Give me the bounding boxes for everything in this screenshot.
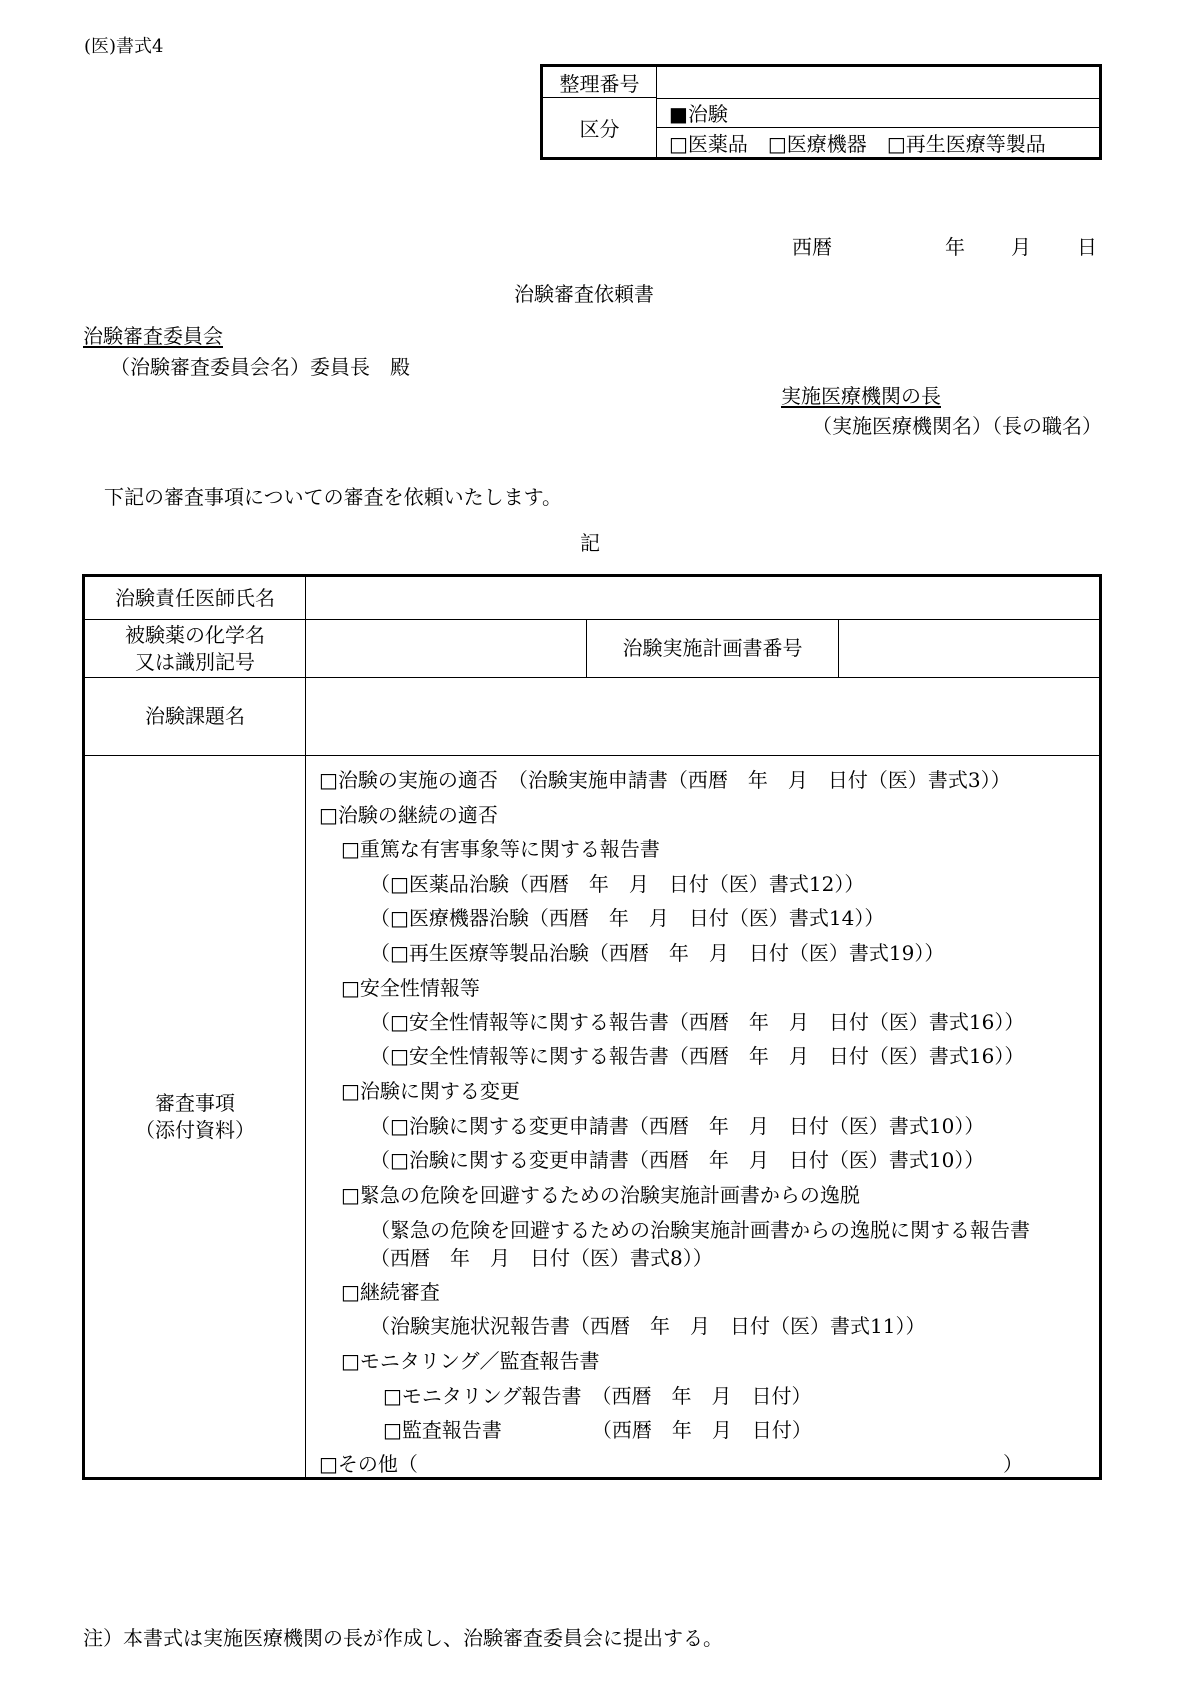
drug-name-label — [85, 620, 305, 677]
item-continuing-review[interactable]: □継続審査 — [341, 1280, 440, 1304]
date-era: 西暦 — [792, 235, 832, 259]
item-deviation-report-line2: （西暦 年 月 日付（医）書式8）） — [370, 1246, 713, 1270]
option-drug[interactable]: □医薬品 — [669, 132, 748, 156]
item-audit-report[interactable]: □監査報告書 （西暦 年 月 日付） — [383, 1418, 812, 1442]
item-sae-regenerative[interactable]: （□再生医療等製品治験（西暦 年 月 日付（医）書式19）） — [370, 941, 945, 965]
item-monitoring-report[interactable]: □モニタリング報告書 （西暦 年 月 日付） — [383, 1384, 812, 1408]
drug-name-label-line1: 被験薬の化学名 — [125, 622, 265, 647]
management-box — [540, 64, 1102, 160]
investigator-field[interactable] — [306, 577, 1099, 619]
item-monitoring-audit[interactable]: □モニタリング／監査報告書 — [341, 1349, 600, 1373]
item-trial-change[interactable]: □治験に関する変更 — [341, 1079, 520, 1103]
item-change-request-1[interactable]: （□治験に関する変更申請書（西暦 年 月 日付（医）書式10）） — [370, 1114, 985, 1138]
item-continuation[interactable]: □治験の継続の適否 — [319, 803, 498, 827]
item-trial-approval[interactable]: □治験の実施の適否 （治験実施申請書（西暦 年 月 日付（医）書式3）） — [319, 768, 1011, 792]
sender-institution: （実施医療機関名）（長の職名） — [812, 414, 1102, 438]
intro-text: 下記の審査事項についての審査を依頼いたします。 — [104, 485, 562, 509]
option-regenerative[interactable]: □再生医療等製品 — [886, 132, 1046, 156]
item-change-request-2[interactable]: （□治験に関する変更申請書（西暦 年 月 日付（医）書式10）） — [370, 1148, 985, 1172]
category-label: 区分 — [543, 98, 657, 157]
reference-number-field[interactable] — [657, 67, 1099, 99]
date-year: 年 — [945, 235, 965, 259]
trial-subject-label: 治験課題名 — [145, 704, 245, 728]
addressee-committee: 治験審査委員会 — [83, 324, 223, 348]
item-other-close: ） — [1003, 1452, 1023, 1476]
item-other[interactable]: □その他（ — [319, 1452, 418, 1476]
drug-name-label-line2: 又は識別記号 — [135, 649, 255, 674]
form-id: (医)書式4 — [84, 36, 164, 57]
item-sae-drug[interactable]: （□医薬品治験（西暦 年 月 日付（医）書式12）） — [370, 872, 865, 896]
item-serious-adverse[interactable]: □重篤な有害事象等に関する報告書 — [341, 837, 660, 861]
option-device[interactable]: □医療機器 — [767, 132, 867, 156]
investigator-label: 治験責任医師氏名 — [115, 585, 275, 610]
protocol-number-label: 治験実施計画書番号 — [622, 636, 803, 660]
clinical-trial-checkbox[interactable]: ■治験 — [657, 98, 1099, 128]
date-month: 月 — [1011, 235, 1031, 259]
product-type-options — [657, 128, 1099, 157]
item-sae-device[interactable]: （□医療機器治験（西暦 年 月 日付（医）書式14）） — [370, 906, 885, 930]
item-deviation[interactable]: □緊急の危険を回避するための治験実施計画書からの逸脱 — [341, 1183, 860, 1207]
review-items-label-line1: 審査事項 — [155, 1090, 235, 1115]
trial-subject-field[interactable] — [306, 678, 1099, 755]
item-safety-report-2[interactable]: （□安全性情報等に関する報告書（西暦 年 月 日付（医）書式16）） — [370, 1044, 1025, 1068]
document-title: 治験審査依頼書 — [514, 282, 654, 306]
request-table — [82, 574, 1102, 1480]
protocol-number-field[interactable] — [839, 620, 1099, 677]
addressee-chair: （治験審査委員会名）委員長 殿 — [110, 355, 410, 379]
date-day: 日 — [1077, 235, 1097, 259]
reference-number-label: 整理番号 — [543, 67, 657, 98]
review-items-label-line2: （添付資料） — [135, 1117, 255, 1142]
sender-title: 実施医療機関の長 — [781, 384, 941, 408]
item-safety-report-1[interactable]: （□安全性情報等に関する報告書（西暦 年 月 日付（医）書式16）） — [370, 1010, 1025, 1034]
item-deviation-report-line1: （緊急の危険を回避するための治験実施計画書からの逸脱に関する報告書 — [370, 1218, 1030, 1242]
review-items-label — [85, 756, 305, 1477]
footnote: 注）本書式は実施医療機関の長が作成し、治験審査委員会に提出する。 — [83, 1626, 723, 1650]
item-status-report: （治験実施状況報告書（西暦 年 月 日付（医）書式11）） — [370, 1314, 926, 1338]
ki-heading: 記 — [580, 531, 600, 555]
item-safety-info[interactable]: □安全性情報等 — [341, 976, 480, 1000]
drug-name-field[interactable] — [306, 620, 586, 677]
